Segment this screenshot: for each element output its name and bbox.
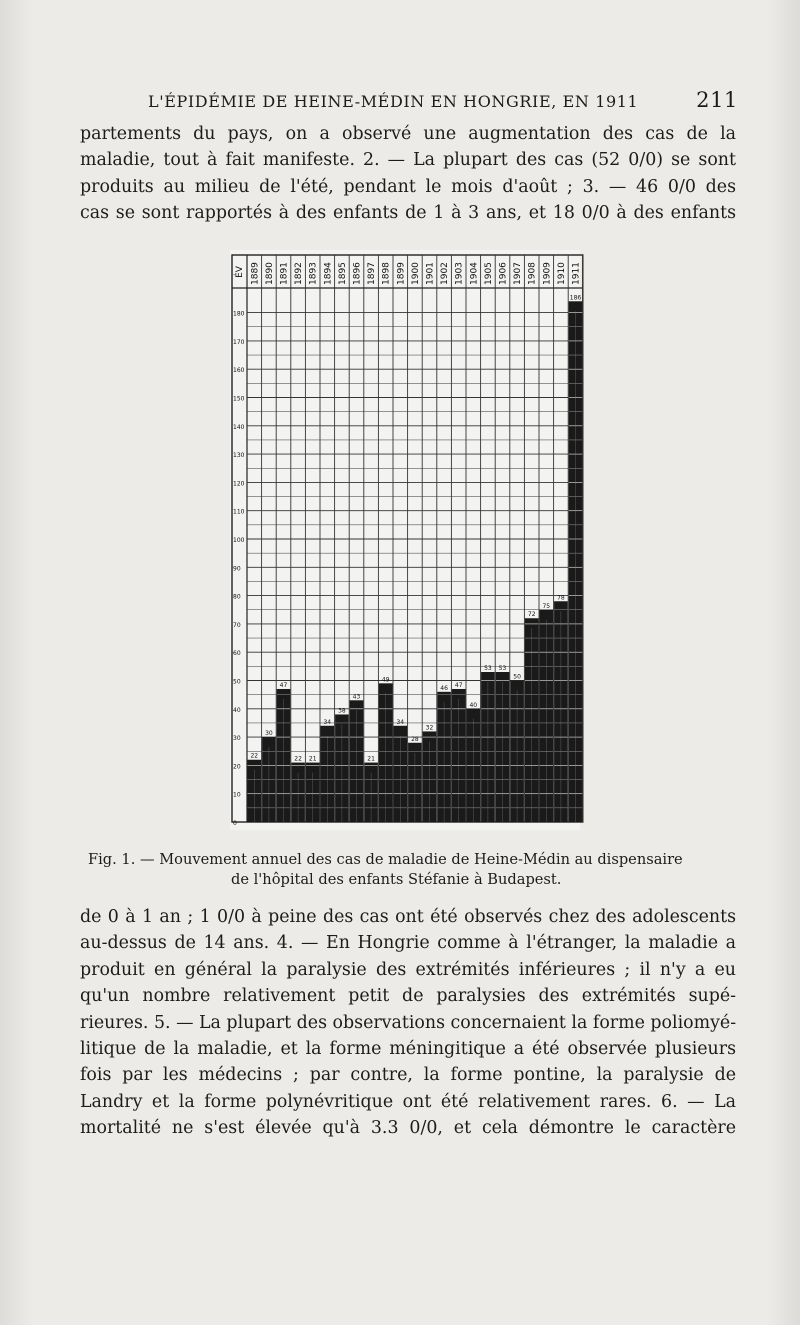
y-tick-label: 40 (233, 706, 241, 714)
y-tick-label: 100 (233, 537, 245, 544)
figure-chart (230, 250, 580, 830)
x-tick-label: 1892 (294, 262, 305, 285)
data-label: 47 (454, 681, 463, 689)
data-label: 72 (527, 611, 536, 619)
caption-line-1: — Mouvement annuel des cas de maladie de Heine-Médin au dispensaire (139, 851, 683, 868)
y-tick-label: 170 (233, 338, 245, 346)
x-tick-label: 1901 (425, 262, 436, 285)
text-line: mortalité ne s'est élevée qu'à 3.3 0/0, et cela démontre le caractère (80, 1118, 736, 1139)
x-tick-label: 1891 (279, 262, 290, 285)
x-tick-label: 1909 (542, 262, 553, 285)
data-label: 53 (484, 665, 492, 673)
text-line: au-dessus de 14 ans. 4. — En Hongrie comme à l'étranger, la maladie a (80, 933, 736, 954)
running-head (148, 90, 738, 116)
x-tick-label: 1899 (396, 262, 407, 285)
x-tick-label: 1894 (323, 262, 334, 285)
data-label: 32 (425, 724, 434, 732)
y-tick-label: 90 (233, 565, 241, 573)
data-label: 34 (323, 718, 332, 726)
page-number: 211 (696, 88, 738, 112)
y-tick-label: 0 (233, 820, 237, 827)
x-tick-label: 1908 (527, 262, 538, 285)
y-tick-label: 130 (233, 452, 245, 460)
figure-label: Fig. 1. (88, 851, 136, 868)
data-label: 28 (411, 735, 419, 743)
y-tick-label: 10 (233, 791, 241, 799)
data-label: 30 (265, 730, 273, 738)
x-tick-label: 1895 (337, 262, 348, 285)
text-line: maladie, tout à fait manifeste. 2. — La plupart des cas (52 0/0) se sont (80, 150, 736, 171)
x-tick-label: 1893 (308, 262, 319, 285)
data-label: 40 (469, 701, 478, 709)
caption-line-2: de l'hôpital des enfants Stéfanie à Budapest. (231, 871, 562, 888)
text-line: partements du pays, on a observé une augmentation des cas de la (80, 124, 736, 144)
x-tick-label: 1903 (454, 262, 465, 285)
x-tick-label: 1890 (264, 262, 275, 285)
x-tick-label: 1907 (513, 262, 524, 285)
y-tick-label: 80 (233, 593, 241, 601)
y-tick-label: 160 (233, 367, 245, 375)
text-line: rieures. 5. — La plupart des observations concernaient la forme poliomyé- (80, 1012, 737, 1033)
text-line: produit en général la paralysie des extrémités inférieures ; il n'y a eu (80, 959, 736, 980)
y-tick-label: 50 (233, 678, 241, 686)
x-tick-label: 1910 (556, 262, 567, 285)
x-tick-label: 1904 (469, 262, 480, 285)
text-line: litique de la maladie, et la forme méningitique a été observée plusieurs (80, 1038, 736, 1059)
text-line: produits au milieu de l'été, pendant le mois d'août ; 3. — 46 0/0 des (80, 176, 736, 197)
paragraph-top (80, 121, 736, 227)
data-label: 22 (294, 755, 302, 763)
bar-chart (230, 250, 580, 830)
y-tick-label: 120 (233, 480, 245, 488)
text-line: cas se sont rapportés à des enfants de 1 à 3 ans, et 18 0/0 à des enfants (80, 203, 736, 224)
data-label: 75 (542, 602, 551, 610)
text-line: de 0 à 1 an ; 1 0/0 à peine des cas ont été observés chez des adolescents (80, 907, 736, 927)
data-label: 50 (513, 673, 521, 681)
data-label: 34 (396, 718, 405, 726)
text-line: fois par les médecins ; par contre, la forme pontine, la paralysie de (80, 1065, 736, 1086)
text-line: qu'un nombre relativement petit de paralysies des extrémités supé- (80, 986, 736, 1007)
data-label: 21 (308, 755, 317, 763)
y-tick-label: 150 (233, 395, 245, 403)
x-tick-label: 1906 (498, 262, 509, 285)
data-label: 78 (557, 594, 565, 602)
data-label: 186 (569, 294, 582, 302)
data-label: 53 (498, 665, 507, 673)
x-tick-label: 1897 (367, 262, 378, 285)
data-label: 46 (440, 684, 448, 692)
y-tick-label: 180 (233, 310, 245, 318)
data-label: 43 (352, 693, 361, 701)
y-tick-label: 110 (233, 508, 245, 516)
x-tick-label: 1911 (571, 262, 582, 285)
data-label: 21 (367, 755, 375, 763)
y-tick-label: 70 (233, 621, 241, 629)
y-tick-label: 140 (233, 423, 245, 431)
x-tick-label: 1896 (352, 262, 363, 285)
x-tick-label: 1905 (483, 262, 494, 285)
corner-label: ÉV (235, 266, 245, 278)
x-tick-label: 1898 (381, 262, 392, 285)
text-line: Landry et la forme polynévritique ont été relativement rares. 6. — La (80, 1091, 736, 1112)
y-tick-label: 30 (233, 735, 241, 743)
x-tick-label: 1900 (410, 262, 421, 285)
data-label: 22 (250, 752, 259, 760)
data-label: 49 (381, 676, 390, 684)
y-tick-label: 20 (233, 763, 241, 771)
x-tick-label: 1889 (250, 262, 261, 285)
data-label: 38 (338, 707, 346, 715)
running-title: L'ÉPIDÉMIE DE HEINE-MÉDIN EN HONGRIE, EN 1911 (148, 92, 639, 111)
x-tick-label: 1902 (440, 262, 451, 285)
data-label: 47 (279, 681, 288, 689)
paragraph-bottom (80, 904, 736, 1142)
y-tick-label: 60 (233, 650, 241, 658)
